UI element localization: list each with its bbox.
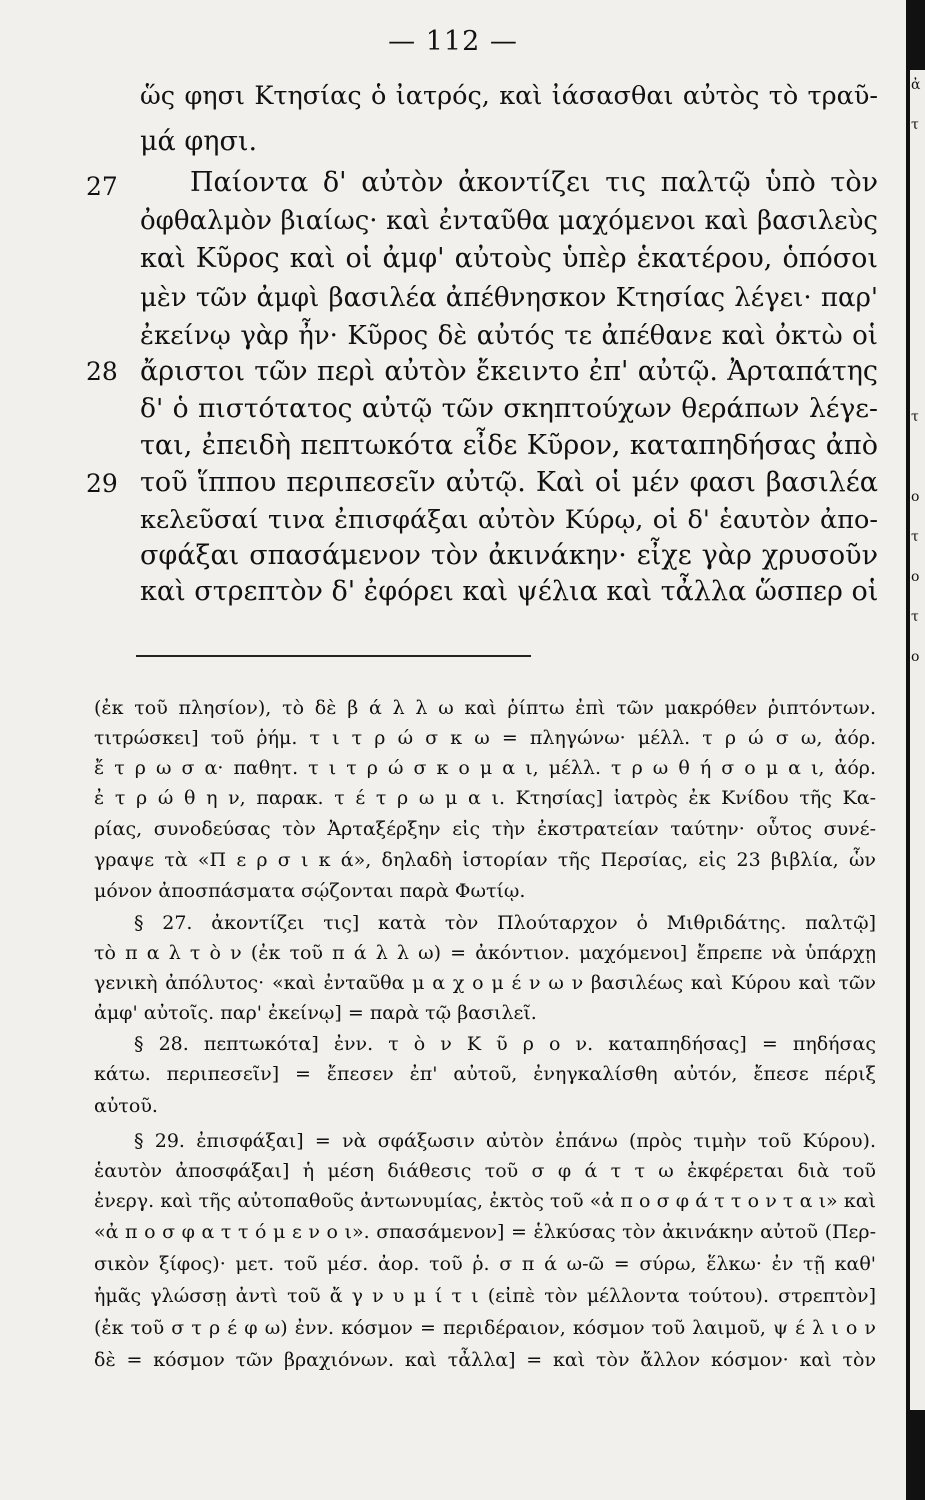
footnote-line: ἔ τ ρ ω σ α· παθητ. τ ι τ ρ ώ σ κ ο μ α ι, μέλλ. τ ρ ω θ ή σ ο μ α ι, ἀόρ. [94,757,876,779]
main-text-line: δ' ὁ πιστότατος αὐτῷ τῶν σκηπτούχων θεράπων λέγε- [140,393,878,424]
footnote-line: αὐτοῦ. [94,1095,158,1117]
footnote-line: σικὸν ξίφος)· μετ. τοῦ μέσ. ἀορ. τοῦ ῥ. σ π ά ω-ῶ = σύρω, ἕλκω· ἐν τῇ καθ' [94,1253,876,1275]
footnote-line: § 27. ἀκοντίζει τις] κατὰ τὸν Πλούταρχον ὁ Μιθριδάτης. παλτῷ] [134,912,876,934]
footnote-divider [136,655,531,657]
main-text-line: καὶ Κῦρος καὶ οἱ ἀμφ' αὐτοὺς ὑπὲρ ἑκατέρου, ὁπόσοι [140,243,878,274]
footnote-line: τιτρώσκει] τοῦ ῥήμ. τ ι τ ρ ώ σ κ ω = πληγώνω· μέλλ. τ ρ ώ σ ω, ἀόρ. [94,727,876,749]
footnote-line: ἐ τ ρ ώ θ η ν, παρακ. τ έ τ ρ ω μ α ι. Κτησίας] ἰατρὸς ἐκ Κνίδου τῆς Κα- [94,787,876,809]
footnote-line: (ἐκ τοῦ σ τ ρ έ φ ω) ἐνν. κόσμον = περιδέραιον, κόσμον τοῦ λαιμοῦ, ψ έ λ ι ο ν [94,1317,876,1339]
footnote-line: ρίας, συνοδεύσας τὸν Ἀρταξέρξην εἰς τὴν ἐκστρατείαν ταύτην· οὗτος συνέ- [94,818,876,840]
section-number: 29 [86,469,118,498]
edge-fragment: τ [911,529,919,545]
edge-fragment: τ [911,609,919,625]
edge-fragment: ἀ [911,77,921,93]
footnote-line: § 29. ἐπισφάξαι] = νὰ σφάξωσιν αὐτὸν ἐπάνω (πρὸς τιμὴν τοῦ Κύρου). [134,1130,876,1152]
edge-fragment: ο [911,569,920,585]
main-text-line: μὲν τῶν ἀμφὶ βασιλέα ἀπέθνησκον Κτησίας λέγει· παρ' [140,283,878,313]
main-text-line: ται, ἐπειδὴ πεπτωκότα εἶδε Κῦρον, καταπηδήσας ἀπὸ [140,430,878,461]
main-text-line: ὥς φησι Κτησίας ὁ ἰατρός, καὶ ἰάσασθαι αὐτὸς τὸ τραῦ- [140,81,878,111]
main-text-line: Παίοντα δ' αὐτὸν ἀκοντίζει τις παλτῷ ὑπὸ τὸν [190,167,878,198]
main-text-line: μά φησι. [140,126,258,157]
main-text-line: ἐκείνῳ γὰρ ἦν· Κῦρος δὲ αὐτός τε ἀπέθανε καὶ ὀκτὼ οἱ [140,321,878,351]
footnote-line: § 28. πεπτωκότα] ἐνν. τ ὸ ν Κ ῦ ρ ο ν. καταπηδήσας] = πηδήσας [134,1033,876,1055]
footnote-line: ἐνεργ. καὶ τῆς αὐτοπαθοῦς ἀντωνυμίας, ἐκτὸς τοῦ «ἀ π ο σ φ ά τ τ ο ν τ α ι» καὶ [94,1190,876,1212]
footnote-line: «ἀ π ο σ φ α τ τ ό μ ε ν ο ι». σπασάμενον] = ἑλκύσας τὸν ἀκινάκην αὐτοῦ (Περ- [94,1221,876,1243]
footnote-line: ἑαυτὸν ἀποσφάξαι] ἡ μέση διάθεσις τοῦ σ φ ά τ τ ω ἐκφέρεται διὰ τοῦ [94,1160,876,1182]
footnote-line: μόνον ἀποσπάσματα σῴζονται παρὰ Φωτίῳ. [94,880,526,902]
footnote-line: γενικὴ ἀπόλυτος· «καὶ ἐνταῦθα μ α χ ο μ έ ν ω ν βασιλέως καὶ Κύρου καὶ τῶν [94,972,876,994]
section-number: 27 [86,172,118,201]
footnote-line: δὲ = κόσμον τῶν βραχιόνων. καὶ τἆλλα] = καὶ τὸν ἄλλον κόσμον· καὶ τὸν [94,1349,876,1371]
footnote-line: γραψε τὰ «Π ε ρ σ ι κ ά», δηλαδὴ ἱστορίαν τῆς Περσίας, εἰς 23 βιβλία, ὧν [94,849,876,871]
edge-fragment: τ [911,117,919,133]
main-text-line: τοῦ ἵππου περιπεσεῖν αὐτῷ. Καὶ οἱ μέν φασι βασιλέα [140,467,878,498]
main-text-line: σφάξαι σπασάμενον τὸν ἀκινάκην· εἶχε γὰρ χρυσοῦν [140,540,878,571]
main-text-line: καὶ στρεπτὸν δ' ἐφόρει καὶ ψέλια καὶ τἆλλα ὥσπερ οἱ [140,576,879,607]
footnote-line: ἀμφ' αὐτοῖς. παρ' ἐκείνῳ] = παρὰ τῷ βασιλεῖ. [94,1002,537,1024]
edge-fragment: ο [911,649,920,665]
edge-fragment: τ [911,409,919,425]
footnote-line: (ἐκ τοῦ πλησίον), τὸ δὲ β ά λ λ ω καὶ ῥίπτω ἐπὶ τῶν μακρόθεν ῥιπτόντων. [94,697,876,719]
footnote-line: τὸ π α λ τ ὸ ν (ἐκ τοῦ π ά λ λ ω) = ἀκόντιον. μαχόμενοι] ἔπρεπε νὰ ὑπάρχῃ [94,942,876,964]
main-text-line: κελεῦσαί τινα ἐπισφάξαι αὐτὸν Κύρῳ, οἱ δ' ἑαυτὸν ἀπο- [140,505,878,535]
main-text-line: ὀφθαλμὸν βιαίως· καὶ ἐνταῦθα μαχόμενοι καὶ βασιλεὺς [140,206,878,236]
main-text-line: ἄριστοι τῶν περὶ αὐτὸν ἔκειντο ἐπ' αὐτῷ. Ἀρταπάτης [140,356,878,387]
facing-page-edge [910,70,925,1410]
footnote-line: κάτω. περιπεσεῖν] = ἔπεσεν ἐπ' αὐτοῦ, ἐνηγκαλίσθη αὐτόν, ἔπεσε πέριξ [94,1063,876,1085]
edge-fragment: ο [911,489,920,505]
page-number: — 112 — [388,26,518,57]
section-number: 28 [86,357,118,386]
footnote-line: ἡμᾶς γλώσσῃ ἀντὶ τοῦ ἄ γ ν υ μ ί τ ι (εἰπὲ τὸν μέλλοντα τούτου). στρεπτὸν] [94,1285,876,1307]
